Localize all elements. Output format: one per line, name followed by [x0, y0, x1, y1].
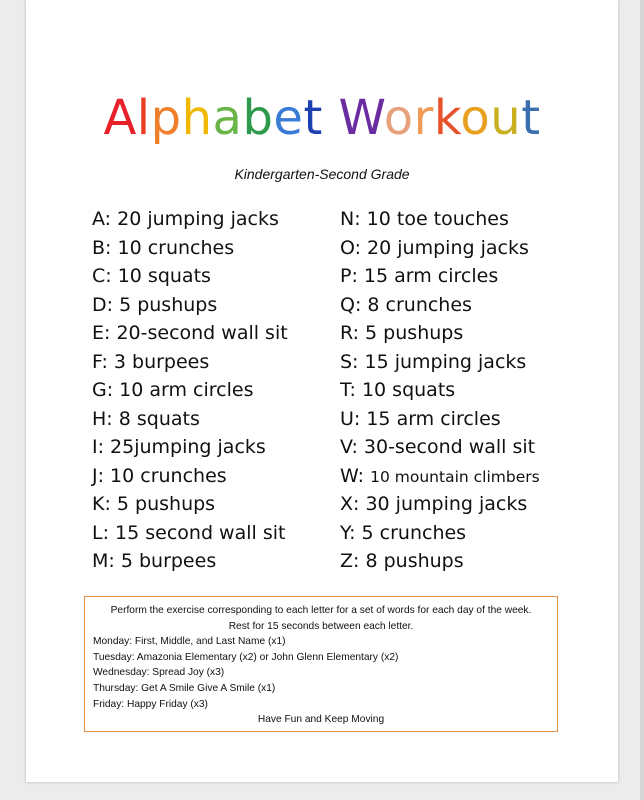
instructions-box [84, 596, 558, 732]
title-letter: t [521, 90, 541, 146]
list-item: C: 10 squats [92, 265, 211, 287]
list-item: V: 30-second wall sit [340, 436, 536, 458]
list-item: N: 10 toe touches [340, 208, 509, 230]
list-item: O: 20 jumping jacks [340, 236, 529, 259]
page-title [26, 88, 618, 148]
subtitle: Kindergarten-Second Grade [234, 166, 410, 182]
list-item: H: 8 squats [92, 407, 200, 430]
list-item: M: 5 burpees [92, 550, 217, 572]
instructions-line: Perform the exercise corresponding to each letter for a set of words for each day of the week. [110, 605, 532, 616]
day-line: Thursday: Get A Smile Give A Smile (x1) [93, 682, 276, 694]
list-item: S: 15 jumping jacks [340, 350, 527, 373]
list-item: B: 10 crunches [92, 236, 235, 259]
list-item: R: 5 pushups [340, 322, 464, 344]
list-item: Q: 8 crunches [340, 293, 472, 316]
list-item: I: 25jumping jacks [92, 436, 266, 458]
right-column [340, 205, 630, 576]
title-letter: u [490, 90, 522, 146]
title-letter: p [150, 90, 182, 146]
list-item: U: 15 arm circles [340, 407, 501, 430]
day-line: Monday: First, Middle, and Last Name (x1) [93, 636, 286, 648]
scroll-edge [640, 0, 644, 800]
title-letter: l [136, 90, 151, 146]
title-letter: W [338, 90, 384, 146]
title-letter: t [303, 90, 323, 146]
item-prefix: W: [340, 464, 371, 487]
list-item: L: 15 second wall sit [92, 521, 286, 544]
list-item: K: 5 pushups [92, 493, 216, 515]
left-column [92, 205, 382, 576]
item-rest: 10 mountain climbers [370, 467, 540, 486]
list-item: F: 3 burpees [92, 350, 210, 373]
title-letter: b [242, 90, 274, 146]
title-letter: r [413, 90, 434, 146]
list-item: G: 10 arm circles [92, 379, 254, 401]
list-item: Y: 5 crunches [340, 521, 467, 544]
list-item: P: 15 arm circles [340, 265, 499, 287]
title-letter [323, 90, 339, 146]
title-letter: a [212, 90, 243, 146]
list-item: D: 5 pushups [92, 293, 218, 316]
list-item: X: 30 jumping jacks [340, 493, 528, 515]
title-letter: k [433, 90, 461, 146]
document-page [26, 0, 618, 782]
title-letter: o [383, 90, 414, 146]
list-item: T: 10 squats [340, 379, 456, 401]
title-letter: e [273, 90, 304, 146]
title-letter: o [460, 90, 491, 146]
list-item: Z: 8 pushups [340, 550, 464, 572]
title-letter: A [103, 90, 137, 146]
title-letter: h [181, 90, 213, 146]
list-item: J: 10 crunches [92, 464, 227, 487]
day-line: Friday: Happy Friday (x3) [93, 698, 208, 710]
list-item [340, 462, 630, 491]
day-line: Tuesday: Amazonia Elementary (x2) or John Glenn Elementary (x2) [93, 651, 399, 663]
instructions-line: Rest for 15 seconds between each letter. [228, 620, 414, 632]
day-line: Wednesday: Spread Joy (x3) [93, 667, 225, 679]
list-item: E: 20-second wall sit [92, 322, 288, 344]
list-item: A: 20 jumping jacks [92, 208, 279, 230]
closing-line: Have Fun and Keep Moving [257, 714, 385, 726]
